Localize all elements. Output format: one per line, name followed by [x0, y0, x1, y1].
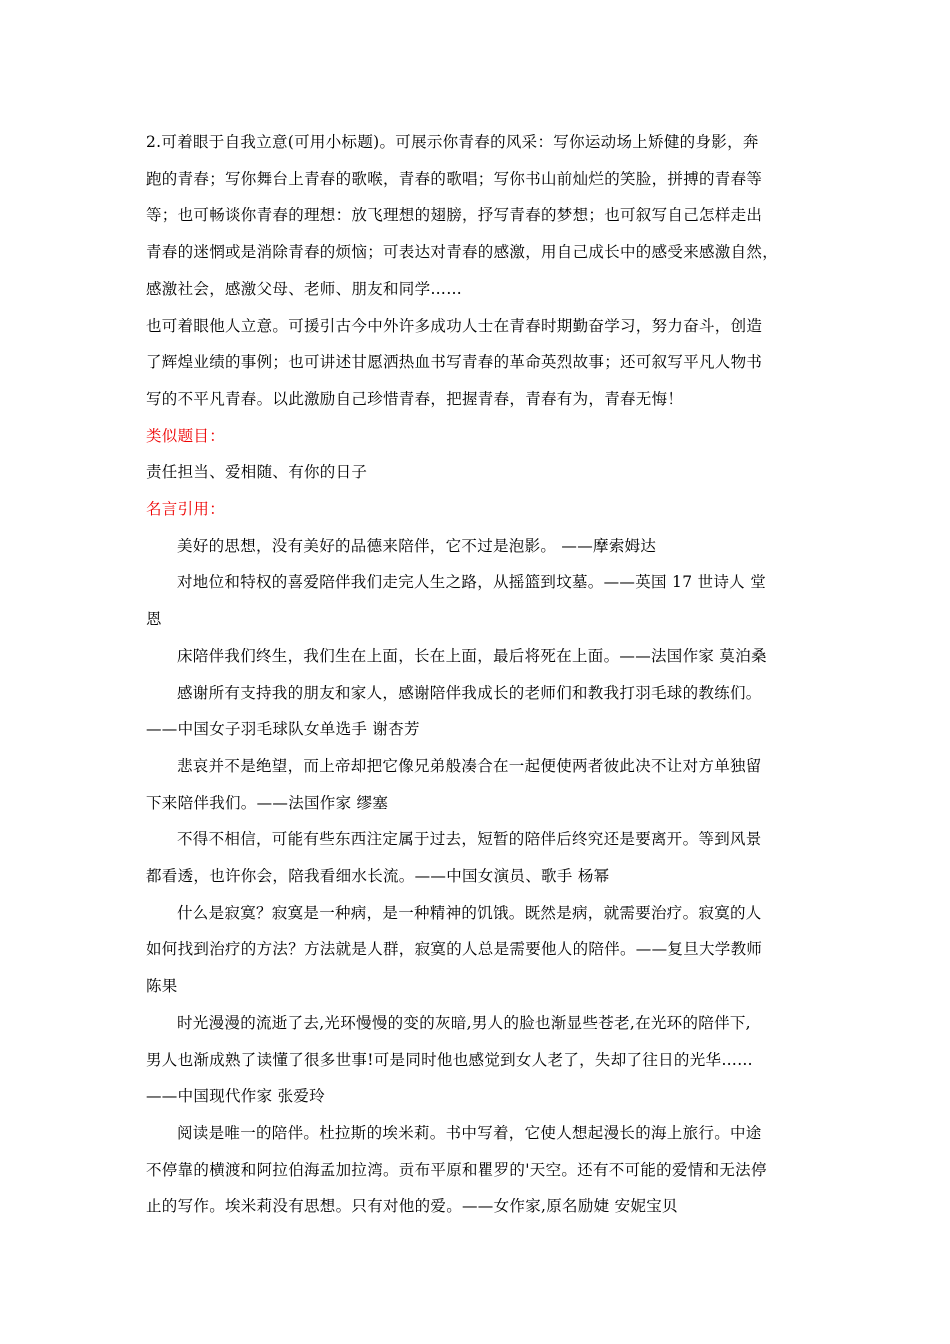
quote-line: ——中国女子羽毛球队女单选手 谢杏芳: [146, 720, 420, 739]
quotes-heading: 名言引用：: [146, 500, 226, 519]
quote-line: 时光漫漫的流逝了去,光环慢慢的变的灰暗,男人的脸也渐显些苍老,在光环的陪伴下,: [177, 1013, 751, 1032]
quote-item: [146, 675, 816, 748]
text-line: 等；也可畅谈你青春的理想：放飞理想的翅膀，抒写青春的梦想；也可叙写自己怎样走出: [146, 206, 763, 225]
quote-line: 都看透，也许你会，陪我看细水长流。——中国女演员、歌手 杨幂: [146, 867, 610, 886]
text-line: 2.可着眼于自我立意(可用小标题)。可展示你青春的风采：写你运动场上矫健的身影，奔: [146, 133, 759, 151]
quote-line: 不得不相信，可能有些东西注定属于过去，短暂的陪伴后终究还是要离开。等到风景: [177, 830, 762, 849]
text-line: 跑的青春；写你舞台上青春的歌喉，青春的歌唱；写你书山前灿烂的笑脸，拼搏的青春等: [146, 169, 763, 188]
document-page: [146, 124, 816, 1225]
quote-line: 感谢所有支持我的朋友和家人，感谢陪伴我成长的老师们和教我打羽毛球的教练们。: [177, 683, 762, 702]
quote-item: [146, 748, 816, 821]
quote-line: 如何找到治疗的方法？方法就是人群，寂寞的人总是需要他人的陪伴。——复旦大学教师: [146, 940, 763, 959]
quote-line: 不停靠的横渡和阿拉伯海孟加拉湾。贡布平原和瞿罗的'天空。还有不可能的爱情和无法停: [146, 1160, 767, 1179]
quote-line: 美好的思想，没有美好的品德来陪伴，它不过是泡影。 ——摩索姆达: [177, 536, 657, 555]
quote-line: 床陪伴我们终生，我们生在上面，长在上面，最后将死在上面。——法国作家 莫泊桑: [177, 646, 767, 665]
text-line: 也可着眼他人立意。可援引古今中外许多成功人士在青春时期勤奋学习，努力奋斗，创造: [146, 316, 763, 335]
quote-line: 陈果: [146, 977, 178, 996]
text-line: 感激社会，感激父母、老师、朋友和同学……: [146, 279, 463, 298]
paragraph-self-focus: [146, 124, 816, 308]
quote-item: [146, 1115, 816, 1225]
quote-line: ——中国现代作家 张爱玲: [146, 1087, 326, 1106]
quote-line: 恩: [146, 610, 162, 629]
quote-line: 悲哀并不是绝望，而上帝却把它像兄弟般凑合在一起便使两者彼此决不让对方单独留: [177, 756, 762, 775]
quote-line: 止的写作。埃米莉没有思想。只有对他的爱。——女作家,原名励婕 安妮宝贝: [146, 1197, 678, 1216]
similar-topics-heading: 类似题目：: [146, 426, 226, 445]
quote-item: [146, 564, 816, 637]
text-line: 写的不平凡青春。以此激励自己珍惜青春，把握青春，青春有为，青春无悔！: [146, 389, 684, 408]
quote-item: [146, 528, 816, 565]
quote-item: [146, 638, 816, 675]
quote-item: [146, 1005, 816, 1115]
quote-item: [146, 895, 816, 1005]
quote-line: 阅读是唯一的陪伴。杜拉斯的埃米莉。书中写着，它使人想起漫长的海上旅行。中途: [177, 1123, 762, 1142]
text-line: 了辉煌业绩的事例；也可讲述甘愿洒热血书写青春的革命英烈故事；还可叙写平凡人物书: [146, 353, 763, 372]
quote-line: 下来陪伴我们。——法国作家 缪塞: [146, 793, 389, 812]
quote-item: [146, 821, 816, 894]
text-line: 青春的迷惘或是消除青春的烦恼；可表达对青春的感激，用自己成长中的感受来感激自然，: [146, 243, 779, 262]
quote-line: 男人也渐成熟了读懂了很多世事!可是同时他也感觉到女人老了，失却了往日的光华……: [146, 1050, 753, 1069]
quote-line: 对地位和特权的喜爱陪伴我们走完人生之路，从摇篮到坟墓。——英国 17 世诗人 堂: [177, 573, 767, 592]
similar-topics-list: 责任担当、爱相随、有你的日子: [146, 463, 368, 482]
paragraph-others-focus: [146, 308, 816, 418]
quote-line: 什么是寂寞？寂寞是一种病，是一种精神的饥饿。既然是病，就需要治疗。寂寞的人: [177, 903, 762, 922]
